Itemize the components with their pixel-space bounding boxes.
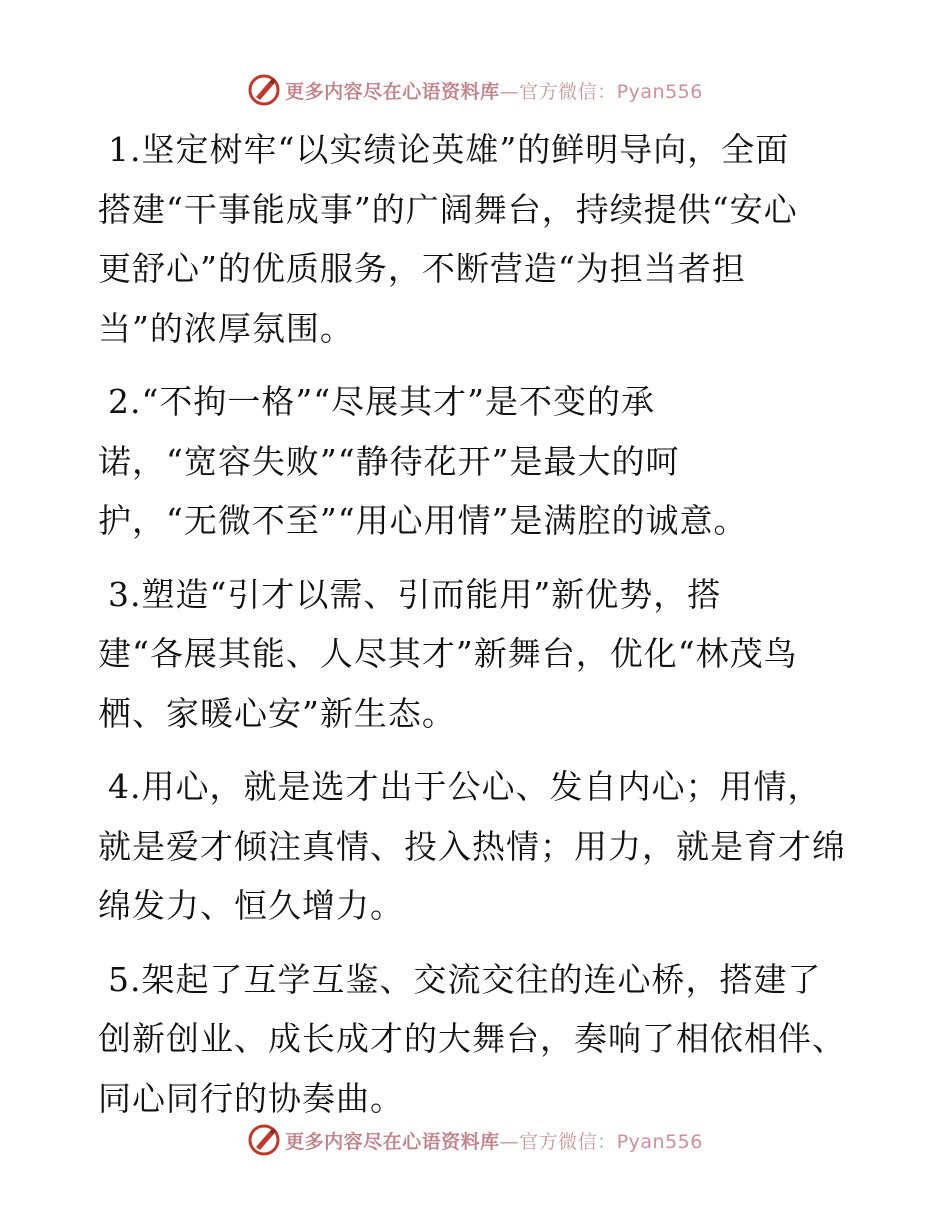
paragraph-line: [98, 120, 858, 180]
paragraph-number: 4.: [108, 767, 142, 806]
document-body: [98, 120, 858, 1142]
paragraph-5: [98, 950, 858, 1129]
paragraph-line: 搭建“干事能成事”的广阔舞台，持续提供“安心: [98, 189, 798, 229]
footer-banner-handle: Pyan556: [616, 1130, 703, 1153]
paragraph-text: “不拘一格”“尽展其才”是不变的承: [141, 382, 655, 421]
footer-banner: [0, 1120, 950, 1160]
paragraph-text: 用心，就是选才出于公心、发自内心；用情，: [141, 767, 822, 806]
red-circle-logo-icon: [247, 73, 281, 107]
header-banner-text: [285, 77, 703, 104]
paragraph-number: 3.: [108, 574, 142, 614]
paragraph-text: 坚定树牢“以实绩论英雄”的鲜明导向，全面: [141, 130, 790, 169]
paragraph-line: 更舒心”的优质服务，不断营造“为担当者担: [98, 249, 746, 288]
paragraph-number: 1.: [108, 130, 142, 169]
paragraph-line: 护，“无微不至”“用心用情”是满腔的诚意。: [98, 501, 748, 540]
paragraph-number: 2.: [108, 382, 142, 421]
header-banner-handle: Pyan556: [616, 80, 703, 103]
header-banner-title: 更多内容尽在心语资料库: [285, 80, 500, 103]
footer-banner-title: 更多内容尽在心语资料库: [285, 1130, 500, 1153]
paragraph-3: [98, 565, 858, 744]
paragraph-line: [98, 372, 858, 432]
paragraph-line: 同心同行的协奏曲。: [98, 1078, 404, 1118]
footer-banner-dash: —: [499, 1130, 520, 1153]
paragraph-2: [98, 372, 858, 551]
paragraph-line: [98, 950, 858, 1010]
header-banner-dash: —: [499, 80, 520, 103]
footer-banner-official: 官方微信：: [519, 1130, 617, 1153]
header-banner-official: 官方微信：: [519, 80, 617, 103]
paragraph-line: 创新创业、成长成才的大舞台，奏响了相依相伴、: [98, 1019, 846, 1058]
red-circle-logo-icon: [247, 1123, 281, 1157]
paragraph-line: 绵发力、恒久增力。: [98, 886, 404, 925]
paragraph-number: 5.: [108, 959, 142, 999]
paragraph-line: [98, 565, 858, 625]
paragraph-line: 诺，“宽容失败”“静待花开”是最大的呵: [98, 441, 680, 481]
header-banner: [0, 70, 950, 110]
paragraph-text: 塑造“引才以需、引而能用”新优势，搭: [141, 574, 722, 614]
paragraph-line: 建“各展其能、人尽其才”新舞台，优化“林茂鸟: [98, 634, 798, 673]
paragraph-4: [98, 757, 858, 936]
paragraph-line: 就是爱才倾注真情、投入热情；用力，就是育才绵: [98, 826, 846, 866]
paragraph-1: [98, 120, 858, 358]
paragraph-line: 当”的浓厚氛围。: [98, 308, 354, 348]
paragraph-text: 架起了互学互鉴、交流交往的连心桥，搭建了: [141, 959, 822, 999]
paragraph-line: [98, 757, 858, 817]
footer-banner-text: [285, 1127, 703, 1154]
paragraph-line: 栖、家暖心安”新生态。: [98, 693, 456, 733]
